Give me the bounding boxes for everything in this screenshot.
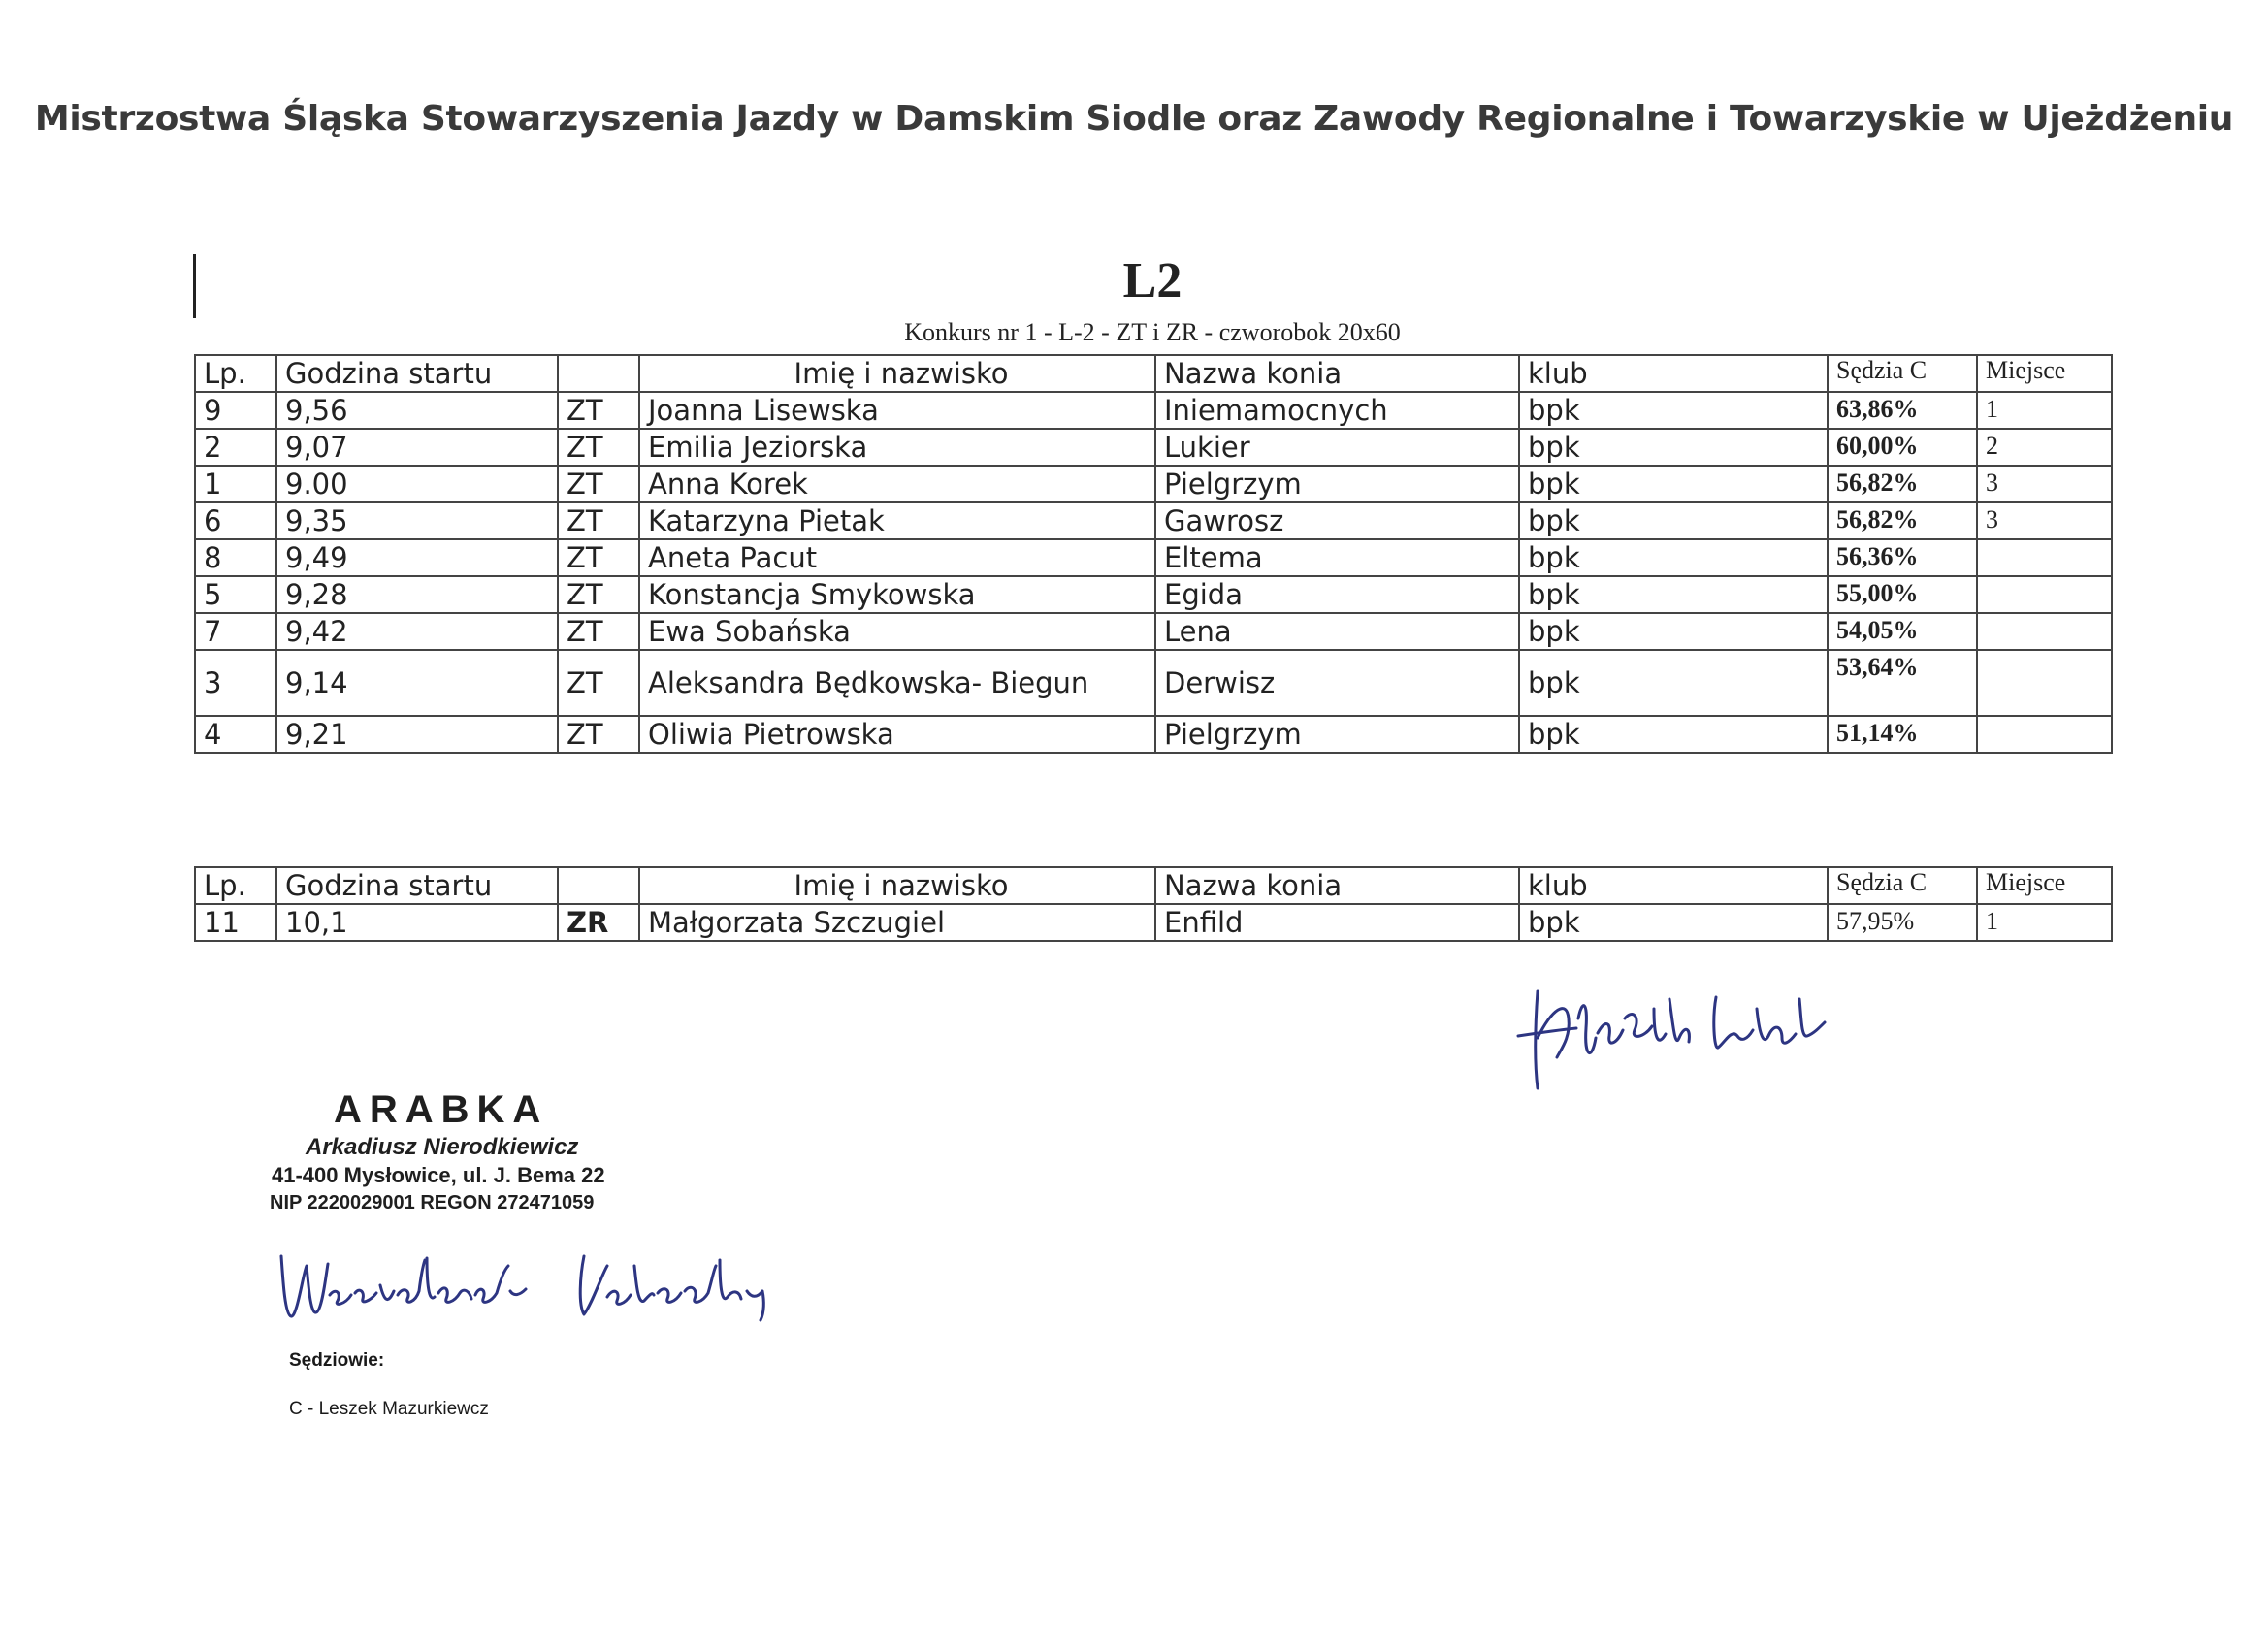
table-row — [195, 576, 2112, 613]
header-place: Miejsce — [1977, 355, 2112, 392]
cell-score: 56,82% — [1828, 502, 1977, 539]
cell-lp: 6 — [195, 502, 276, 539]
cell-club: bpk — [1519, 576, 1828, 613]
cell-score: 60,00% — [1828, 429, 1977, 466]
cell-club: bpk — [1519, 502, 1828, 539]
cell-lp: 11 — [195, 904, 276, 941]
header-lp: Lp. — [195, 355, 276, 392]
header-judge: Sędzia C — [1828, 867, 1977, 904]
table-row — [195, 650, 2112, 716]
table-row — [195, 613, 2112, 650]
results-table-zr — [194, 866, 2113, 942]
header-horse: Nazwa konia — [1155, 355, 1519, 392]
header-category — [558, 355, 639, 392]
cell-club: bpk — [1519, 539, 1828, 576]
header-judge: Sędzia C — [1828, 355, 1977, 392]
cell-name: Konstancja Smykowska — [639, 576, 1155, 613]
judge-c: C - Leszek Mazurkiewcz — [289, 1399, 489, 1419]
cell-horse: Enfild — [1155, 904, 1519, 941]
organizer-signature — [272, 1237, 776, 1324]
cell-category: ZT — [558, 392, 639, 429]
cell-club: bpk — [1519, 429, 1828, 466]
cell-category: ZT — [558, 429, 639, 466]
cell-name: Emilia Jeziorska — [639, 429, 1155, 466]
table-row — [195, 392, 2112, 429]
cell-score: 57,95% — [1828, 904, 1977, 941]
cell-name: Anna Korek — [639, 466, 1155, 502]
cell-start-time: 9,21 — [276, 716, 558, 753]
cell-place: 3 — [1977, 466, 2112, 502]
cell-place: 1 — [1977, 904, 2112, 941]
cell-score: 54,05% — [1828, 613, 1977, 650]
cell-place: 2 — [1977, 429, 2112, 466]
cell-name: Katarzyna Pietak — [639, 502, 1155, 539]
cell-lp: 2 — [195, 429, 276, 466]
cell-horse: Egida — [1155, 576, 1519, 613]
company-address: 41-400 Mysłowice, ul. J. Bema 22 — [272, 1163, 605, 1187]
cell-lp: 5 — [195, 576, 276, 613]
cell-lp: 4 — [195, 716, 276, 753]
cell-score: 56,36% — [1828, 539, 1977, 576]
cell-place — [1977, 650, 2112, 716]
header-name: Imię i nazwisko — [639, 867, 1155, 904]
cell-name: Małgorzata Szczugiel — [639, 904, 1155, 941]
cell-start-time: 9.00 — [276, 466, 558, 502]
table-row — [195, 716, 2112, 753]
page-title: Mistrzostwa Śląska Stowarzyszenia Jazdy w Damskim Siodle oraz Zawody Regionalne i Towarzyskie w Ujeżdżeniu — [34, 99, 2234, 139]
header-start-time: Godzina startu — [276, 355, 558, 392]
cell-club: bpk — [1519, 613, 1828, 650]
cell-start-time: 10,1 — [276, 904, 558, 941]
header-category — [558, 867, 639, 904]
cell-horse: Lena — [1155, 613, 1519, 650]
judge-signature — [1499, 980, 1829, 1101]
cell-start-time: 9,14 — [276, 650, 558, 716]
header-horse: Nazwa konia — [1155, 867, 1519, 904]
cell-name: Aneta Pacut — [639, 539, 1155, 576]
header-start-time: Godzina startu — [276, 867, 558, 904]
cell-horse: Derwisz — [1155, 650, 1519, 716]
table-row — [195, 429, 2112, 466]
cell-start-time: 9,49 — [276, 539, 558, 576]
table-header-row — [195, 355, 2112, 392]
cell-name: Aleksandra Będkowska- Biegun — [639, 650, 1155, 716]
cell-score: 53,64% — [1828, 650, 1977, 716]
cell-club: bpk — [1519, 716, 1828, 753]
cell-category: ZT — [558, 613, 639, 650]
cell-start-time: 9,07 — [276, 429, 558, 466]
cell-category: ZR — [558, 904, 639, 941]
cell-horse: Pielgrzym — [1155, 466, 1519, 502]
cell-start-time: 9,56 — [276, 392, 558, 429]
cell-start-time: 9,28 — [276, 576, 558, 613]
cell-name: Joanna Lisewska — [639, 392, 1155, 429]
cell-club: bpk — [1519, 392, 1828, 429]
cell-start-time: 9,42 — [276, 613, 558, 650]
cell-score: 63,86% — [1828, 392, 1977, 429]
table-row — [195, 502, 2112, 539]
company-owner: Arkadiusz Nierodkiewicz — [306, 1134, 579, 1160]
cell-category: ZT — [558, 650, 639, 716]
competition-subtitle: Konkurs nr 1 - L-2 - ZT i ZR - czworobok 20x60 — [904, 318, 1401, 346]
cell-horse: Eltema — [1155, 539, 1519, 576]
cell-place: 3 — [1977, 502, 2112, 539]
cell-category: ZT — [558, 539, 639, 576]
cell-lp: 7 — [195, 613, 276, 650]
header-place: Miejsce — [1977, 867, 2112, 904]
judges-label: Sędziowie: — [289, 1350, 385, 1371]
company-name: ARABKA — [334, 1088, 549, 1131]
cell-category: ZT — [558, 466, 639, 502]
header-name: Imię i nazwisko — [639, 355, 1155, 392]
cell-score: 51,14% — [1828, 716, 1977, 753]
cell-start-time: 9,35 — [276, 502, 558, 539]
cell-score: 56,82% — [1828, 466, 1977, 502]
cell-place — [1977, 613, 2112, 650]
company-stamp — [262, 1088, 650, 1214]
section-code: L2 — [1122, 253, 1183, 308]
cell-lp: 3 — [195, 650, 276, 716]
cell-place: 1 — [1977, 392, 2112, 429]
cell-horse: Pielgrzym — [1155, 716, 1519, 753]
cell-name: Ewa Sobańska — [639, 613, 1155, 650]
company-tax-ids: NIP 2220029001 REGON 272471059 — [270, 1192, 595, 1213]
cell-place — [1977, 576, 2112, 613]
cell-category: ZT — [558, 716, 639, 753]
header-club: klub — [1519, 355, 1828, 392]
header-club: klub — [1519, 867, 1828, 904]
cell-horse: Lukier — [1155, 429, 1519, 466]
cell-horse: Gawrosz — [1155, 502, 1519, 539]
cell-lp: 8 — [195, 539, 276, 576]
cell-category: ZT — [558, 576, 639, 613]
cell-horse: Iniemamocnych — [1155, 392, 1519, 429]
cell-lp: 1 — [195, 466, 276, 502]
cell-place — [1977, 716, 2112, 753]
table-header-row — [195, 867, 2112, 904]
table-row — [195, 904, 2112, 941]
cell-lp: 9 — [195, 392, 276, 429]
cell-score: 55,00% — [1828, 576, 1977, 613]
header-lp: Lp. — [195, 867, 276, 904]
cell-club: bpk — [1519, 904, 1828, 941]
results-table-zt — [194, 354, 2113, 754]
table-row — [195, 539, 2112, 576]
cell-club: bpk — [1519, 466, 1828, 502]
cell-place — [1977, 539, 2112, 576]
cell-club: bpk — [1519, 650, 1828, 716]
cell-category: ZT — [558, 502, 639, 539]
table-row — [195, 466, 2112, 502]
cell-name: Oliwia Pietrowska — [639, 716, 1155, 753]
